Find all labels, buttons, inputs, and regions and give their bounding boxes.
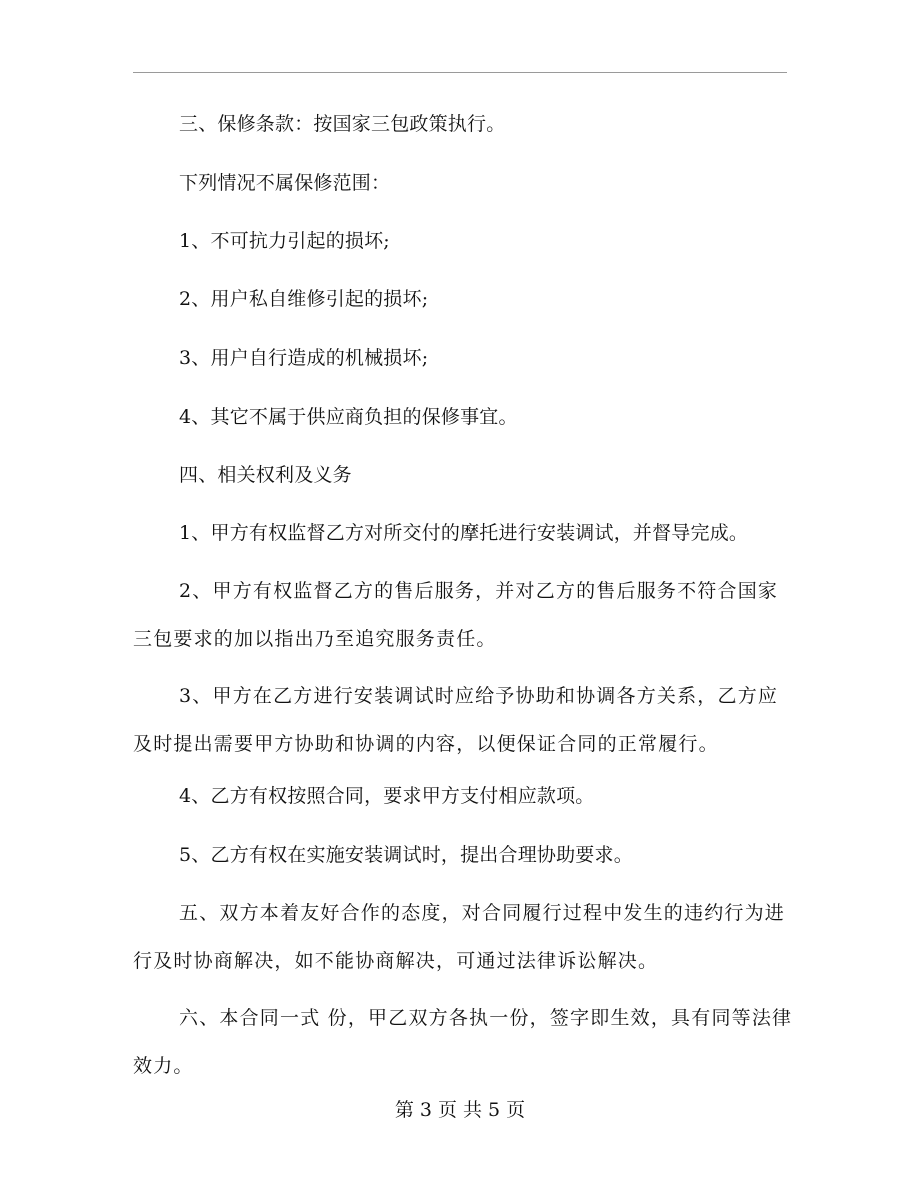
header-divider (133, 72, 787, 73)
paragraph-exclusion-2: 2、用户私自维修引起的损坏; (179, 288, 429, 310)
paragraph-copies-validity: 六、本合同一式 份，甲乙双方各执一份，签字即生效，具有同等法律效力。 (133, 1007, 793, 1077)
paragraph-rights-1: 1、甲方有权监督乙方对所交付的摩托进行安装调试，并督导完成。 (179, 522, 749, 544)
paragraph-rights-4: 4、乙方有权按照合同，要求甲方支付相应款项。 (179, 785, 595, 807)
paragraph-warranty-terms: 三、保修条款：按国家三包政策执行。 (179, 113, 506, 135)
paragraph-rights-2: 2、甲方有权监督乙方的售后服务，并对乙方的售后服务不符合国家三包要求的加以指出乃至追究服务责任。 (133, 580, 779, 650)
paragraph-exclusion-1: 1、不可抗力引起的损坏; (179, 230, 390, 252)
paragraph-exclusion-3: 3、用户自行造成的机械损坏; (179, 347, 429, 369)
paragraph-dispute-resolution: 五、双方本着友好合作的态度，对合同履行过程中发生的违约行为进行及时协商解决，如不能协商解决，可通过法律诉讼解决。 (133, 902, 786, 972)
paragraph-rights-3: 3、甲方在乙方进行安装调试时应给予协助和协调各方关系，乙方应及时提出需要甲方协助和协调的内容，以便保证合同的正常履行。 (133, 685, 779, 755)
page-number-footer: 第 3 页 共 5 页 (394, 1099, 526, 1121)
paragraph-rights-5: 5、乙方有权在实施安装调试时，提出合理协助要求。 (179, 844, 633, 866)
paragraph-exclusion-4: 4、其它不属于供应商负担的保修事宜。 (179, 406, 518, 428)
paragraph-exclusions-intro: 下列情况不属保修范围： (179, 172, 391, 194)
paragraph-rights-heading: 四、相关权利及义务 (179, 464, 352, 486)
